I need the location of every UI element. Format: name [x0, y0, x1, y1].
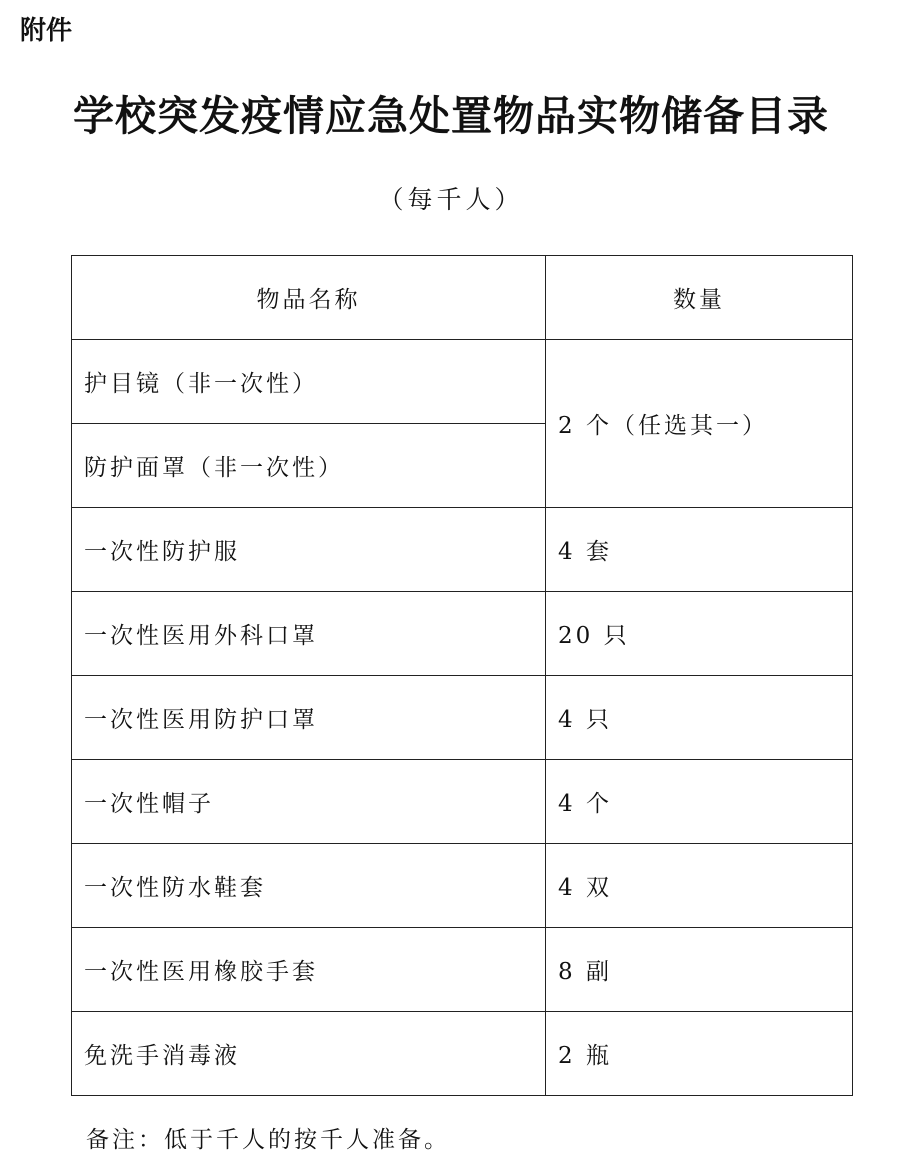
footnote: 备注：低于千人的按千人准备。	[86, 1127, 450, 1153]
table-header-row	[72, 256, 853, 340]
quantity-cell: 4 个	[546, 760, 853, 844]
quantity-cell: 4 只	[546, 676, 853, 760]
quantity-cell: 20 只	[546, 592, 853, 676]
attachment-label: 附件	[20, 16, 73, 46]
item-name-cell: 一次性医用橡胶手套	[72, 928, 546, 1012]
item-name-cell: 防护面罩（非一次性）	[72, 424, 546, 508]
table-row	[72, 340, 853, 424]
header-quantity: 数量	[546, 256, 853, 340]
quantity-cell: 8 副	[546, 928, 853, 1012]
table-row	[72, 760, 853, 844]
quantity-cell: 4 套	[546, 508, 853, 592]
quantity-cell: 4 双	[546, 844, 853, 928]
item-name-cell: 一次性防护服	[72, 508, 546, 592]
item-name-cell: 一次性帽子	[72, 760, 546, 844]
inventory-table	[71, 255, 853, 1096]
item-name-cell: 一次性医用防护口罩	[72, 676, 546, 760]
table-row	[72, 676, 853, 760]
item-name-cell: 一次性医用外科口罩	[72, 592, 546, 676]
document-title: 学校突发疫情应急处置物品实物储备目录	[73, 92, 829, 140]
item-name-cell: 护目镜（非一次性）	[72, 340, 546, 424]
header-item-name: 物品名称	[72, 256, 546, 340]
table-row	[72, 592, 853, 676]
quantity-cell: 2 瓶	[546, 1012, 853, 1096]
table-row	[72, 928, 853, 1012]
table-row	[72, 1012, 853, 1096]
table-row	[72, 508, 853, 592]
document-subtitle: （每千人）	[378, 185, 524, 214]
table-row	[72, 844, 853, 928]
item-name-cell: 一次性防水鞋套	[72, 844, 546, 928]
item-name-cell: 免洗手消毒液	[72, 1012, 546, 1096]
quantity-cell-merged: 2 个（任选其一）	[546, 340, 853, 508]
